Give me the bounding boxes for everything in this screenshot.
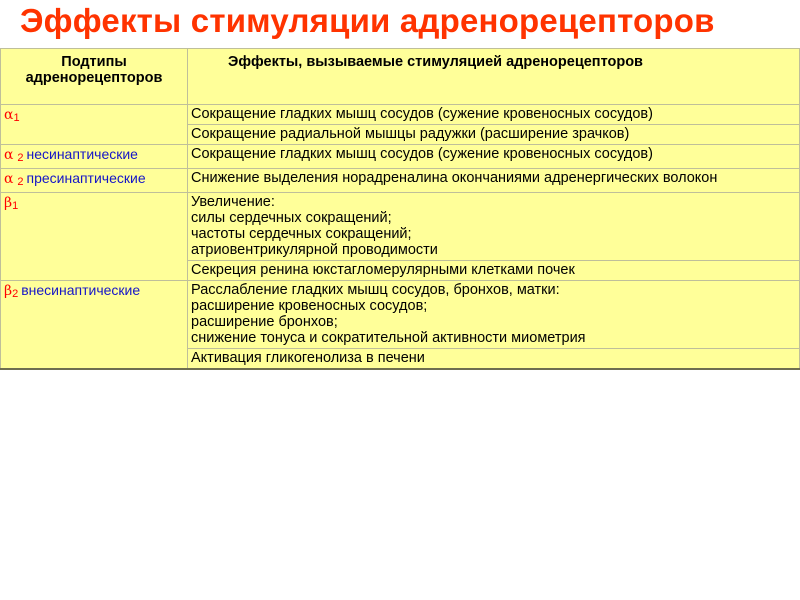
effects-table — [0, 48, 800, 370]
greek-letter: α — [4, 171, 14, 187]
subtype-label — [4, 282, 140, 298]
table-row — [1, 281, 800, 349]
effect-cell: Сокращение гладких мышц сосудов (сужение кровеносных сосудов) — [188, 105, 800, 125]
subscript: 2 — [17, 176, 24, 188]
subscript: 2 — [17, 152, 24, 164]
table-row — [1, 145, 800, 169]
subtype-cell — [1, 193, 188, 281]
subtype-name: внесинаптические — [21, 282, 141, 298]
slide-title: Эффекты стимуляции адренорецепторов — [20, 2, 715, 39]
table-header-row — [1, 49, 800, 105]
effect-cell: Секреция ренина юкстагломерулярными клетками почек — [188, 261, 800, 281]
subtype-cell — [1, 105, 188, 145]
greek-letter: α — [4, 147, 14, 163]
subtype-name: пресинаптические — [26, 170, 146, 186]
effect-cell: Сокращение радиальной мышцы радужки (расширение зрачков) — [188, 125, 800, 145]
greek-letter: α — [4, 107, 14, 123]
subtype-cell — [1, 281, 188, 370]
table-row — [1, 105, 800, 125]
subtype-cell — [1, 145, 188, 169]
effect-cell: Активация гликогенолиза в печени — [188, 349, 800, 370]
effects-table-container — [0, 48, 799, 370]
header-subtype: Подтипы адренорецепторов — [1, 49, 188, 105]
effect-cell: Увеличение: силы сердечных сокращений; частоты сердечных сокращений; атриовентрикулярной проводимости — [188, 193, 800, 261]
effect-cell: Расслабление гладких мышц сосудов, бронхов, матки: расширение кровеносных сосудов; расширение бронхов; снижение тонуса и сократительной активности миометрия — [188, 281, 800, 349]
subscript: 1 — [12, 200, 19, 212]
greek-letter: β — [4, 195, 13, 211]
subtype-name: несинаптические — [26, 146, 138, 162]
subscript: 2 — [12, 288, 19, 300]
effect-cell: Сокращение гладких мышц сосудов (сужение кровеносных сосудов) — [188, 145, 800, 169]
greek-letter: β — [4, 283, 13, 299]
subtype-label — [4, 170, 146, 186]
header-effects: Эффекты, вызываемые стимуляцией адренорецепторов — [188, 49, 800, 105]
effect-cell: Снижение выделения норадреналина окончаниями адренергических волокон — [188, 169, 800, 193]
table-body — [1, 105, 800, 370]
table-row — [1, 169, 800, 193]
subtype-label — [4, 194, 21, 210]
subtype-label — [4, 106, 23, 122]
subscript: 1 — [13, 112, 20, 124]
subtype-label — [4, 146, 138, 162]
subtype-cell — [1, 169, 188, 193]
table-row — [1, 193, 800, 261]
